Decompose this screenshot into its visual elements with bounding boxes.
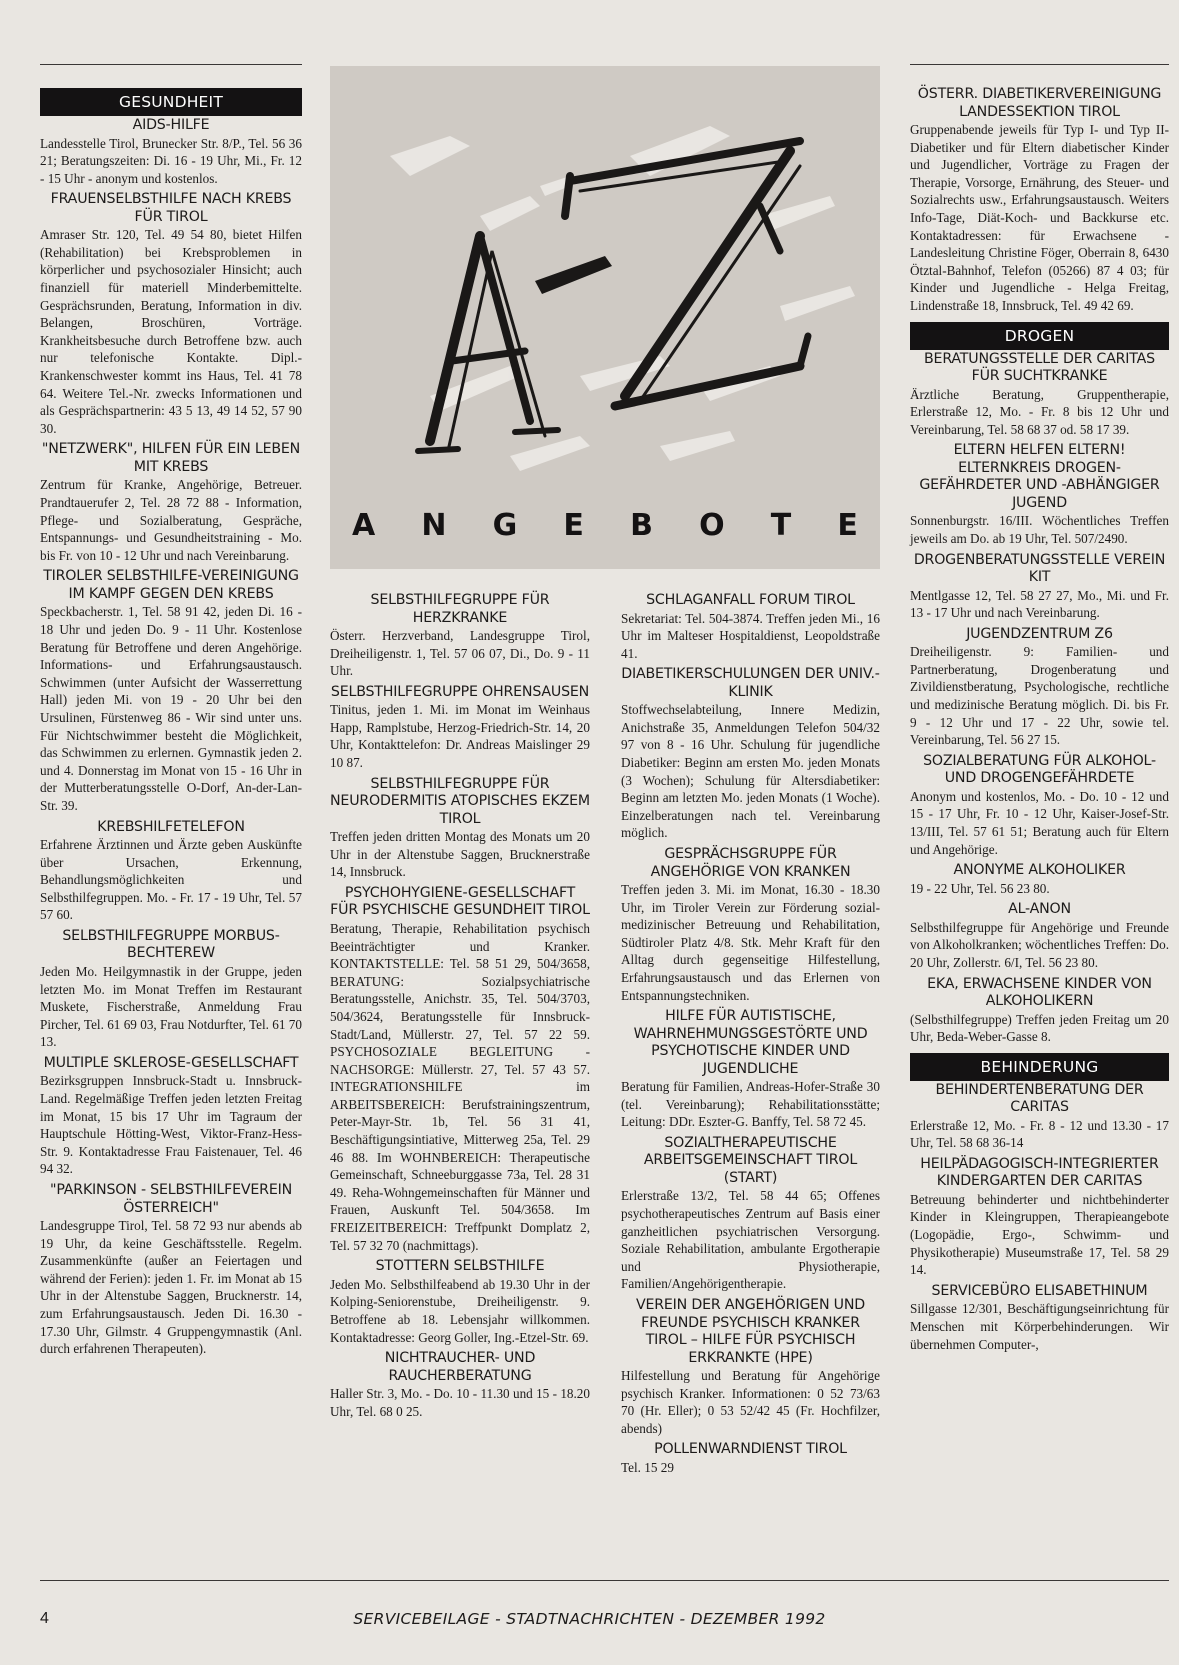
page-number: 4 bbox=[40, 1610, 49, 1627]
directory-entry bbox=[621, 1135, 880, 1293]
entry-text: Österr. Herzverband, Landesgruppe Tirol, Dreiheiligenstr. 1, Tel. 57 06 07, Di., Do. 9 - 11 Uhr. bbox=[330, 628, 590, 679]
entry-heading: SELBSTHILFEGRUPPE FÜR NEURODERMITIS ATOPISCHES EKZEM TIROL bbox=[330, 775, 590, 827]
directory-entry bbox=[910, 351, 1169, 439]
directory-entry bbox=[330, 885, 590, 1254]
directory-entry bbox=[910, 442, 1169, 547]
entry-heading: POLLENWARNDIENST TIROL bbox=[654, 1441, 847, 1458]
entry-text: Tinitus, jeden 1. Mi. im Monat im Weinhaus Happ, Ramplstube, Herzog-Friedrich-Str. 14, 20 Uhr, Kontakttelefon: Dr. Andreas Maislinger 29 10 87. bbox=[330, 702, 590, 771]
angebote-letter: O bbox=[699, 508, 725, 543]
angebote-letter: T bbox=[770, 508, 792, 543]
entry-heading: FRAUENSELBSTHILFE NACH KREBS FÜR TIROL bbox=[50, 191, 292, 225]
entry-text: Jeden Mo. Selbsthilfeabend ab 19.30 Uhr in der Kolping-Seniorenstube, Dreiheiligenstr. 9. Betroffene ab 18. Lebensjahr willkommen. Kontaktadresse: Georg Goller, Ing.-Etzel-Str. 69. bbox=[330, 1276, 590, 1345]
column-left bbox=[40, 88, 302, 1362]
angebote-word bbox=[330, 508, 880, 543]
entry-heading: NICHTRAUCHER- UND RAUCHERBERATUNG bbox=[384, 1350, 536, 1384]
directory-entry bbox=[910, 626, 1169, 749]
entry-heading: KREBSHILFETELEFON bbox=[97, 818, 245, 835]
directory-entry bbox=[621, 666, 880, 842]
directory-entry bbox=[910, 753, 1169, 858]
directory-entry bbox=[910, 86, 1169, 315]
entry-heading: SELBSTHILFEGRUPPE FÜR HERZKRANKE bbox=[370, 592, 550, 626]
entry-text: Betreuung behinderter und nichtbehinderter Kinder in Kleingruppen, Therapieangebote (Logopädie, Ergo-, Schwimm- und Physikotherapie) Museumstraße 17, Tel. 58 29 14. bbox=[910, 1191, 1169, 1278]
entries-right-behinderung bbox=[910, 1082, 1169, 1353]
entry-heading: "NETZWERK", HILFEN FÜR EIN LEBEN MIT KREBS bbox=[41, 441, 301, 475]
entry-text: Sonnenburgstr. 16/III. Wöchentliches Treffen jeweils am Do. ab 19 Uhr, Tel. 507/2490. bbox=[910, 513, 1169, 546]
entry-heading: MULTIPLE SKLEROSE-GESELLSCHAFT bbox=[43, 1054, 299, 1071]
angebote-letter: G bbox=[492, 508, 518, 543]
directory-entry bbox=[40, 1182, 302, 1358]
directory-entry bbox=[910, 976, 1169, 1046]
entry-heading: BERATUNGSSTELLE DER CARITAS FÜR SUCHTKRANKE bbox=[924, 350, 1155, 385]
directory-entry bbox=[621, 1441, 880, 1476]
entry-text: Stoffwechselabteilung, Innere Medizin, Anichstraße 35, Anmeldungen Telefon 504/32 97 von 8 - 16 Uhr. Schulung für jugendliche Diabetiker: Beginn am ersten Mo. jeden Monats (3 Wochen); Schulung für Altersdiabetiker: Beginn am letzten Mo. jeden Monats (1 Woche). Einzelberatungen nach tel. Vereinbarung möglich. bbox=[621, 702, 880, 841]
entries-right-drogen bbox=[910, 351, 1169, 1046]
entry-heading: "PARKINSON - SELBSTHILFEVEREIN ÖSTERREICH" bbox=[50, 1182, 292, 1216]
entries-middle-right bbox=[621, 592, 880, 1477]
directory-entry bbox=[40, 928, 302, 1051]
entry-text: Erfahrene Ärztinnen und Ärzte geben Auskünfte über Ursachen, Erkennung, Behandlungsmöglichkeiten und Selbsthilfegruppen. Mo. - Fr. 17 - 19 Uhr, Tel. 57 57 60. bbox=[40, 837, 302, 923]
entry-text: Zentrum für Kranke, Angehörige, Betreuer. Prandtauerufer 2, Tel. 28 72 88 - Information, Pflege- und Sozialberatung, Gespräche, Entspannungs- und Gesundheitstraining - Mo. bis Fr. von 10 - 12 Uhr und nach Vereinbarung. bbox=[40, 477, 302, 563]
directory-entry bbox=[910, 552, 1169, 622]
entry-heading: JUGENDZENTRUM Z6 bbox=[966, 625, 1113, 642]
directory-entry bbox=[40, 117, 302, 187]
entry-heading: HILFE FÜR AUTISTISCHE, WAHRNEHMUNGSGESTÖRTE UND PSYCHOTISCHE KINDER UND JUGENDLICHE bbox=[633, 1008, 868, 1077]
directory-entry bbox=[910, 901, 1169, 971]
entry-heading: SOZIALBERATUNG FÜR ALKOHOL- UND DROGENGEFÄHRDETE bbox=[923, 752, 1156, 787]
entry-heading: GESPRÄCHSGRUPPE FÜR ANGEHÖRIGE VON KRANKEN bbox=[650, 846, 851, 880]
entry-text: Bezirksgruppen Innsbruck-Stadt u. Innsbruck-Land. Regelmäßige Treffen jeden letzten Freitag im Monat, 15 bis 17 Uhr im Tagraum der Hauptschule Hötting-West, Viktor-Franz-Hess-Str. 9. Kontaktadresse Frau Faistenauer, Tel. 46 94 32. bbox=[40, 1073, 302, 1177]
entry-heading: DIABETIKERSCHULUNGEN DER UNIV.-KLINIK bbox=[621, 666, 880, 700]
entry-text: Sillgasse 12/301, Beschäftigungseinrichtung für Menschen mit Körperbehinderungen. Wir übernehmen Computer-, bbox=[910, 1301, 1169, 1352]
entry-heading: SCHLAGANFALL FORUM TIROL bbox=[646, 592, 855, 608]
entry-text: Amraser Str. 120, Tel. 49 54 80, bietet Hilfen (Rehabilitation) bei Krebsproblemen in körperlicher und psychosozialer Hinsicht; auch finanziell für materiell Minderbemittelte. Gesprächsrunden, Beratung, Information in div. Belangen, Broschüren, Vorträge. Krankheitsbesuche durch Betroffene bzw. auch nur telefonische Kontakte. Dipl.-Krankenschwester kommt ins Haus, Tel. 41 78 64. Weitere Tel.-Nr. zwecks Informationen und als Gesprächspartnerin: 43 5 13, 49 14 52, 57 90 30. bbox=[40, 227, 302, 436]
directory-entry bbox=[621, 1008, 880, 1131]
directory-entry bbox=[910, 1156, 1169, 1279]
entry-text: Erlerstraße 12, Mo. - Fr. 8 - 12 und 13.30 - 17 Uhr, Tel. 58 68 36-14 bbox=[910, 1117, 1169, 1151]
entry-heading: AL-ANON bbox=[1008, 901, 1071, 918]
entry-text: Treffen jeden 3. Mi. im Monat, 16.30 - 18.30 Uhr, im Tiroler Verein zur Förderung sozial-medizinischer Betreuung und Rehabilitation, Südtiroler Platz 4/8. Stk. Mehr Kraft für den Alltag durch gegenseitige Hilfestellung, Erfahrungsaustausch und das Erlernen von Entspannungstechniken. bbox=[621, 882, 880, 1003]
angebote-letter: B bbox=[630, 508, 653, 543]
entry-text: Hilfestellung und Beratung für Angehörige psychisch Kranker. Informationen: 0 52 73/63 70 (Hr. Eller); 0 53 52/42 45 (Fr. Hochfilzer, abends) bbox=[621, 1368, 880, 1436]
section-bar-drogen: DROGEN bbox=[910, 322, 1169, 350]
directory-entry bbox=[330, 1350, 590, 1420]
entry-heading: VEREIN DER ANGEHÖRIGEN UND FREUNDE PSYCHISCH KRANKER TIROL – HILFE FÜR PSYCHISCH ERKRANKTE (HPE) bbox=[635, 1297, 865, 1366]
entry-heading: SERVICEBÜRO ELISABETHINUM bbox=[931, 1282, 1148, 1299]
entry-text: Jeden Mo. Heilgymnastik in der Gruppe, jeden letzten Mo. im Monat Treffen im Restaurant Muskete, Fischerstraße, Anmeldung Frau Pircher, Tel. 61 69 03, Frau Notdurfter, Tel. 61 70 13. bbox=[40, 963, 302, 1050]
az-illustration bbox=[330, 66, 880, 569]
entry-text: Erlerstraße 13/2, Tel. 58 44 65; Offenes psychotherapeutisches Zentrum auf Basis einer ganzheitlichen psychiatrischen Versorgung. Soziale Rehabilitation, ambulante Ergotherapie und Physiotherapie, Familien/Angehörigentherapie. bbox=[621, 1188, 880, 1292]
entry-heading: ANONYME ALKOHOLIKER bbox=[953, 862, 1126, 879]
top-rule-left bbox=[40, 64, 302, 65]
entry-heading: PSYCHOHYGIENE-GESELLSCHAFT FÜR PSYCHISCHE GESUNDHEIT TIROL bbox=[330, 884, 590, 919]
entry-text: (Selbsthilfegruppe) Treffen jeden Freitag um 20 Uhr, Beda-Weber-Gasse 8. bbox=[910, 1011, 1169, 1045]
entry-text: Anonym und kostenlos, Mo. - Do. 10 - 12 und 15 - 17 Uhr, Fr. 10 - 12 Uhr, Kaiser-Josef-Str. 13/III, Tel. 57 61 51; Beratung auch für Eltern und Angehörige. bbox=[910, 788, 1169, 857]
angebote-letter: E bbox=[837, 508, 858, 543]
angebote-letter: N bbox=[421, 508, 447, 543]
entry-text: Dreiheiligenstr. 9: Familien- und Partnerberatung, Drogenberatung und Zivildienstberatung, Psychologische, rechtliche und medizinische Beratung möglich. Di. bis Fr. 9 - 12 Uhr und 17 - 22 Uhr, sowie tel. Vereinbarung, Tel. 56 27 15. bbox=[910, 644, 1169, 748]
entry-text: Tel. 15 29 bbox=[621, 1459, 674, 1475]
directory-entry bbox=[40, 191, 302, 437]
column-middle-left bbox=[330, 592, 590, 1424]
footer-title: SERVICEBEILAGE - STADTNACHRICHTEN - DEZEMBER 1992 bbox=[353, 1610, 826, 1628]
entry-text: Gruppenabende jeweils für Typ I- und Typ II-Diabetiker und für Eltern diabetischer Kinder und Jugendlicher, Vorträge zu Fragen der Therapie, Vorsorge, Ernährung, des Steuer- und Sozialrechts usw., Erfahrungsaustausch. Weiters Info-Tage, Diät-Koch- und Backkurse etc. Kontaktadressen: für Erwachsene - Landesleitung Christine Föger, Oberrain 8, 6430 Ötztal-Bahnhof, Telefon (05266) 87 4 03; für Kinder und Jugendliche - Helga Freitag, Lindenstraße 18, Innsbruck, Tel. 49 42 69. bbox=[910, 122, 1169, 313]
entry-heading: DROGENBERATUNGSSTELLE VEREIN KIT bbox=[913, 551, 1166, 585]
entry-text: Treffen jeden dritten Montag des Monats um 20 Uhr in der Altenstube Saggen, Brucknerstraße 14, Innsbruck. bbox=[330, 829, 590, 880]
entry-text: Haller Str. 3, Mo. - Do. 10 - 11.30 und 15 - 18.20 Uhr, Tel. 68 0 25. bbox=[330, 1386, 590, 1419]
directory-entry bbox=[910, 1082, 1169, 1152]
entry-heading: BEHINDERTENBERATUNG DER CARITAS bbox=[935, 1081, 1144, 1116]
entry-text: Speckbacherstr. 1, Tel. 58 91 42, jeden Di. 16 - 18 Uhr und jeden Do. 9 - 11 Uhr. Kostenlose Beratung für Betroffene und deren Angehörige. Informations- und Erfahrungsaustausch. Schwimmen (unter Aufsicht der Wasserrettung Hall) jeden Mi. von 19 - 20 Uhr bei den Ursulinen, Fürstenweg 86 - Wir sind unter uns. Für Nichtschwimmer besteht die Möglichkeit, das Schwimmen zu erlernen. Gymnastik jeden 2. und 4. Donnerstag im Monat von 15 - 16 Uhr in der Mutterberatungsstelle O-Dorf, An-der-Lan-Str. 39. bbox=[40, 604, 302, 813]
entry-heading: SOZIALTHERAPEUTISCHE ARBEITSGEMEINSCHAFT TIROL (START) bbox=[643, 1134, 858, 1186]
section-bar-behinderung: BEHINDERUNG bbox=[910, 1053, 1169, 1081]
directory-entry bbox=[40, 568, 302, 814]
directory-entry bbox=[621, 1297, 880, 1437]
directory-entry bbox=[330, 776, 590, 881]
entries-middle-left bbox=[330, 592, 590, 1420]
entries-right-diabetes bbox=[910, 86, 1169, 315]
directory-entry bbox=[40, 819, 302, 924]
column-middle-right bbox=[621, 592, 880, 1481]
section-bar-gesundheit: GESUNDHEIT bbox=[40, 88, 302, 116]
entry-heading: ELTERN HELFEN ELTERN! ELTERNKREIS DROGEN-GEFÄHRDETER UND -ABHÄNGIGER JUGEND bbox=[919, 442, 1160, 511]
entry-text: Mentlgasse 12, Tel. 58 27 27, Mo., Mi. und Fr. 13 - 17 Uhr und nach Vereinbarung. bbox=[910, 587, 1169, 621]
column-right bbox=[910, 86, 1169, 1357]
entry-heading: EKA, ERWACHSENE KINDER VON ALKOHOLIKERN bbox=[927, 975, 1152, 1009]
az-lettering bbox=[330, 66, 880, 569]
entry-heading: SELBSTHILFEGRUPPE OHRENSAUSEN bbox=[330, 683, 590, 700]
entry-text: 19 - 22 Uhr, Tel. 56 23 80. bbox=[910, 880, 1050, 896]
directory-entry bbox=[621, 846, 880, 1004]
directory-entry bbox=[621, 592, 880, 662]
entry-heading: HEILPÄDAGOGISCH-INTEGRIERTER KINDERGARTEN DER CARITAS bbox=[920, 1155, 1159, 1190]
entry-text: Sekretariat: Tel. 504-3874. Treffen jeden Mi., 16 Uhr im Malteser Hospitaldienst, Leopoldstraße 41. bbox=[621, 610, 880, 661]
directory-entry bbox=[40, 1055, 302, 1178]
directory-entry bbox=[330, 684, 590, 772]
entry-heading: SELBSTHILFEGRUPPE MORBUS-BECHTEREW bbox=[62, 927, 280, 962]
entry-text: Landesstelle Tirol, Brunecker Str. 8/P., Tel. 56 36 21; Beratungszeiten: Di. 16 - 19 Uhr, Mi., Fr. 12 - 15 Uhr - anonym und kostenlos. bbox=[40, 135, 302, 186]
directory-entry bbox=[330, 592, 590, 680]
entries-left bbox=[40, 117, 302, 1358]
directory-entry bbox=[910, 862, 1169, 897]
entry-text: Selbsthilfegruppe für Angehörige und Freunde von Alkoholkranken; wöchentliches Treffen: Do. 20 Uhr, Zollerstr. 6/I, Tel. 56 23 80. bbox=[910, 919, 1169, 970]
angebote-letter: A bbox=[352, 508, 376, 543]
entry-heading: STOTTERN SELBSTHILFE bbox=[375, 1258, 545, 1275]
entry-text: Ärztliche Beratung, Gruppentherapie, Erlerstraße 12, Mo. - Fr. 8 bis 12 Uhr und Vereinbarung, Tel. 58 68 37 od. 58 17 39. bbox=[910, 386, 1169, 437]
directory-entry bbox=[330, 1258, 590, 1346]
directory-entry bbox=[910, 1283, 1169, 1353]
angebote-letter: E bbox=[563, 508, 584, 543]
top-rule-right bbox=[910, 64, 1169, 65]
entry-heading: TIROLER SELBSTHILFE-VEREINIGUNG IM KAMPF GEGEN DEN KREBS bbox=[43, 568, 299, 602]
entry-text: Beratung, Therapie, Rehabilitation psychisch Beeinträchtigter und Kranker. KONTAKTSTELLE: Tel. 58 51 29, 504/3658, BERATUNG: Sozialpsychiatrische Beratungsstelle, Anichstr. 35, Tel. 504/3703, 504/3624, Beratungsstelle für Innsbruck-Stadt/Land, Müllerstr. 27, Tel. 57 22 59. PSYCHOSOZIALE BEGLEITUNG - NACHSORGE: Müllerstr. 27, Tel. 57 43 57. INTEGRATIONSHILFE im ARBEITSBEREICH: Berufstrainingszentrum, Peter-Mayr-Str. 1b, Tel. 56 31 41, Beschäftigungsintiative, Mitterweg 25a, Tel. 29 46 88. Im WOHNBEREICH: Therapeutische Gemeinschaft, Schneeburggasse 73a, Tel. 28 31 49. Reha-Wohngemeinschaften für Männer und Frauen, Auskunft Tel. 504/3658. Im FREIZEITBEREICH: Treffpunkt Domplatz 2, Tel. 57 32 70 (nachmittags). bbox=[330, 920, 590, 1253]
directory-entry bbox=[40, 441, 302, 564]
entry-text: Landesgruppe Tirol, Tel. 58 72 93 nur abends ab 19 Uhr, da keine Geschäftsstelle. Regelm. Zusammenkünfte (außer an Feiertagen und während der Ferien): jeden 1. Fr. im Monat ab 15 Uhr in der Altenstube Saggen, Brucknerstr. 14, zum Erfahrungsaustausch. Jeden Di. 16.30 - 17.30 Uhr, Gilmstr. 4 Gruppengymnastik (Anl. durch erfahrenen Therapeuten). bbox=[40, 1218, 302, 1357]
entry-text: Beratung für Familien, Andreas-Hofer-Straße 30 (tel. Vereinbarung); Rehabilitationsstätte; Leitung: DDr. Eszter-G. Banffy, Tel. 58 72 45. bbox=[621, 1079, 880, 1130]
entry-heading: ÖSTERR. DIABETIKERVEREINIGUNG LANDESSEKTION TIROL bbox=[917, 86, 1162, 120]
entry-heading: AIDS-HILFE bbox=[132, 117, 210, 133]
bottom-rule bbox=[40, 1580, 1169, 1581]
